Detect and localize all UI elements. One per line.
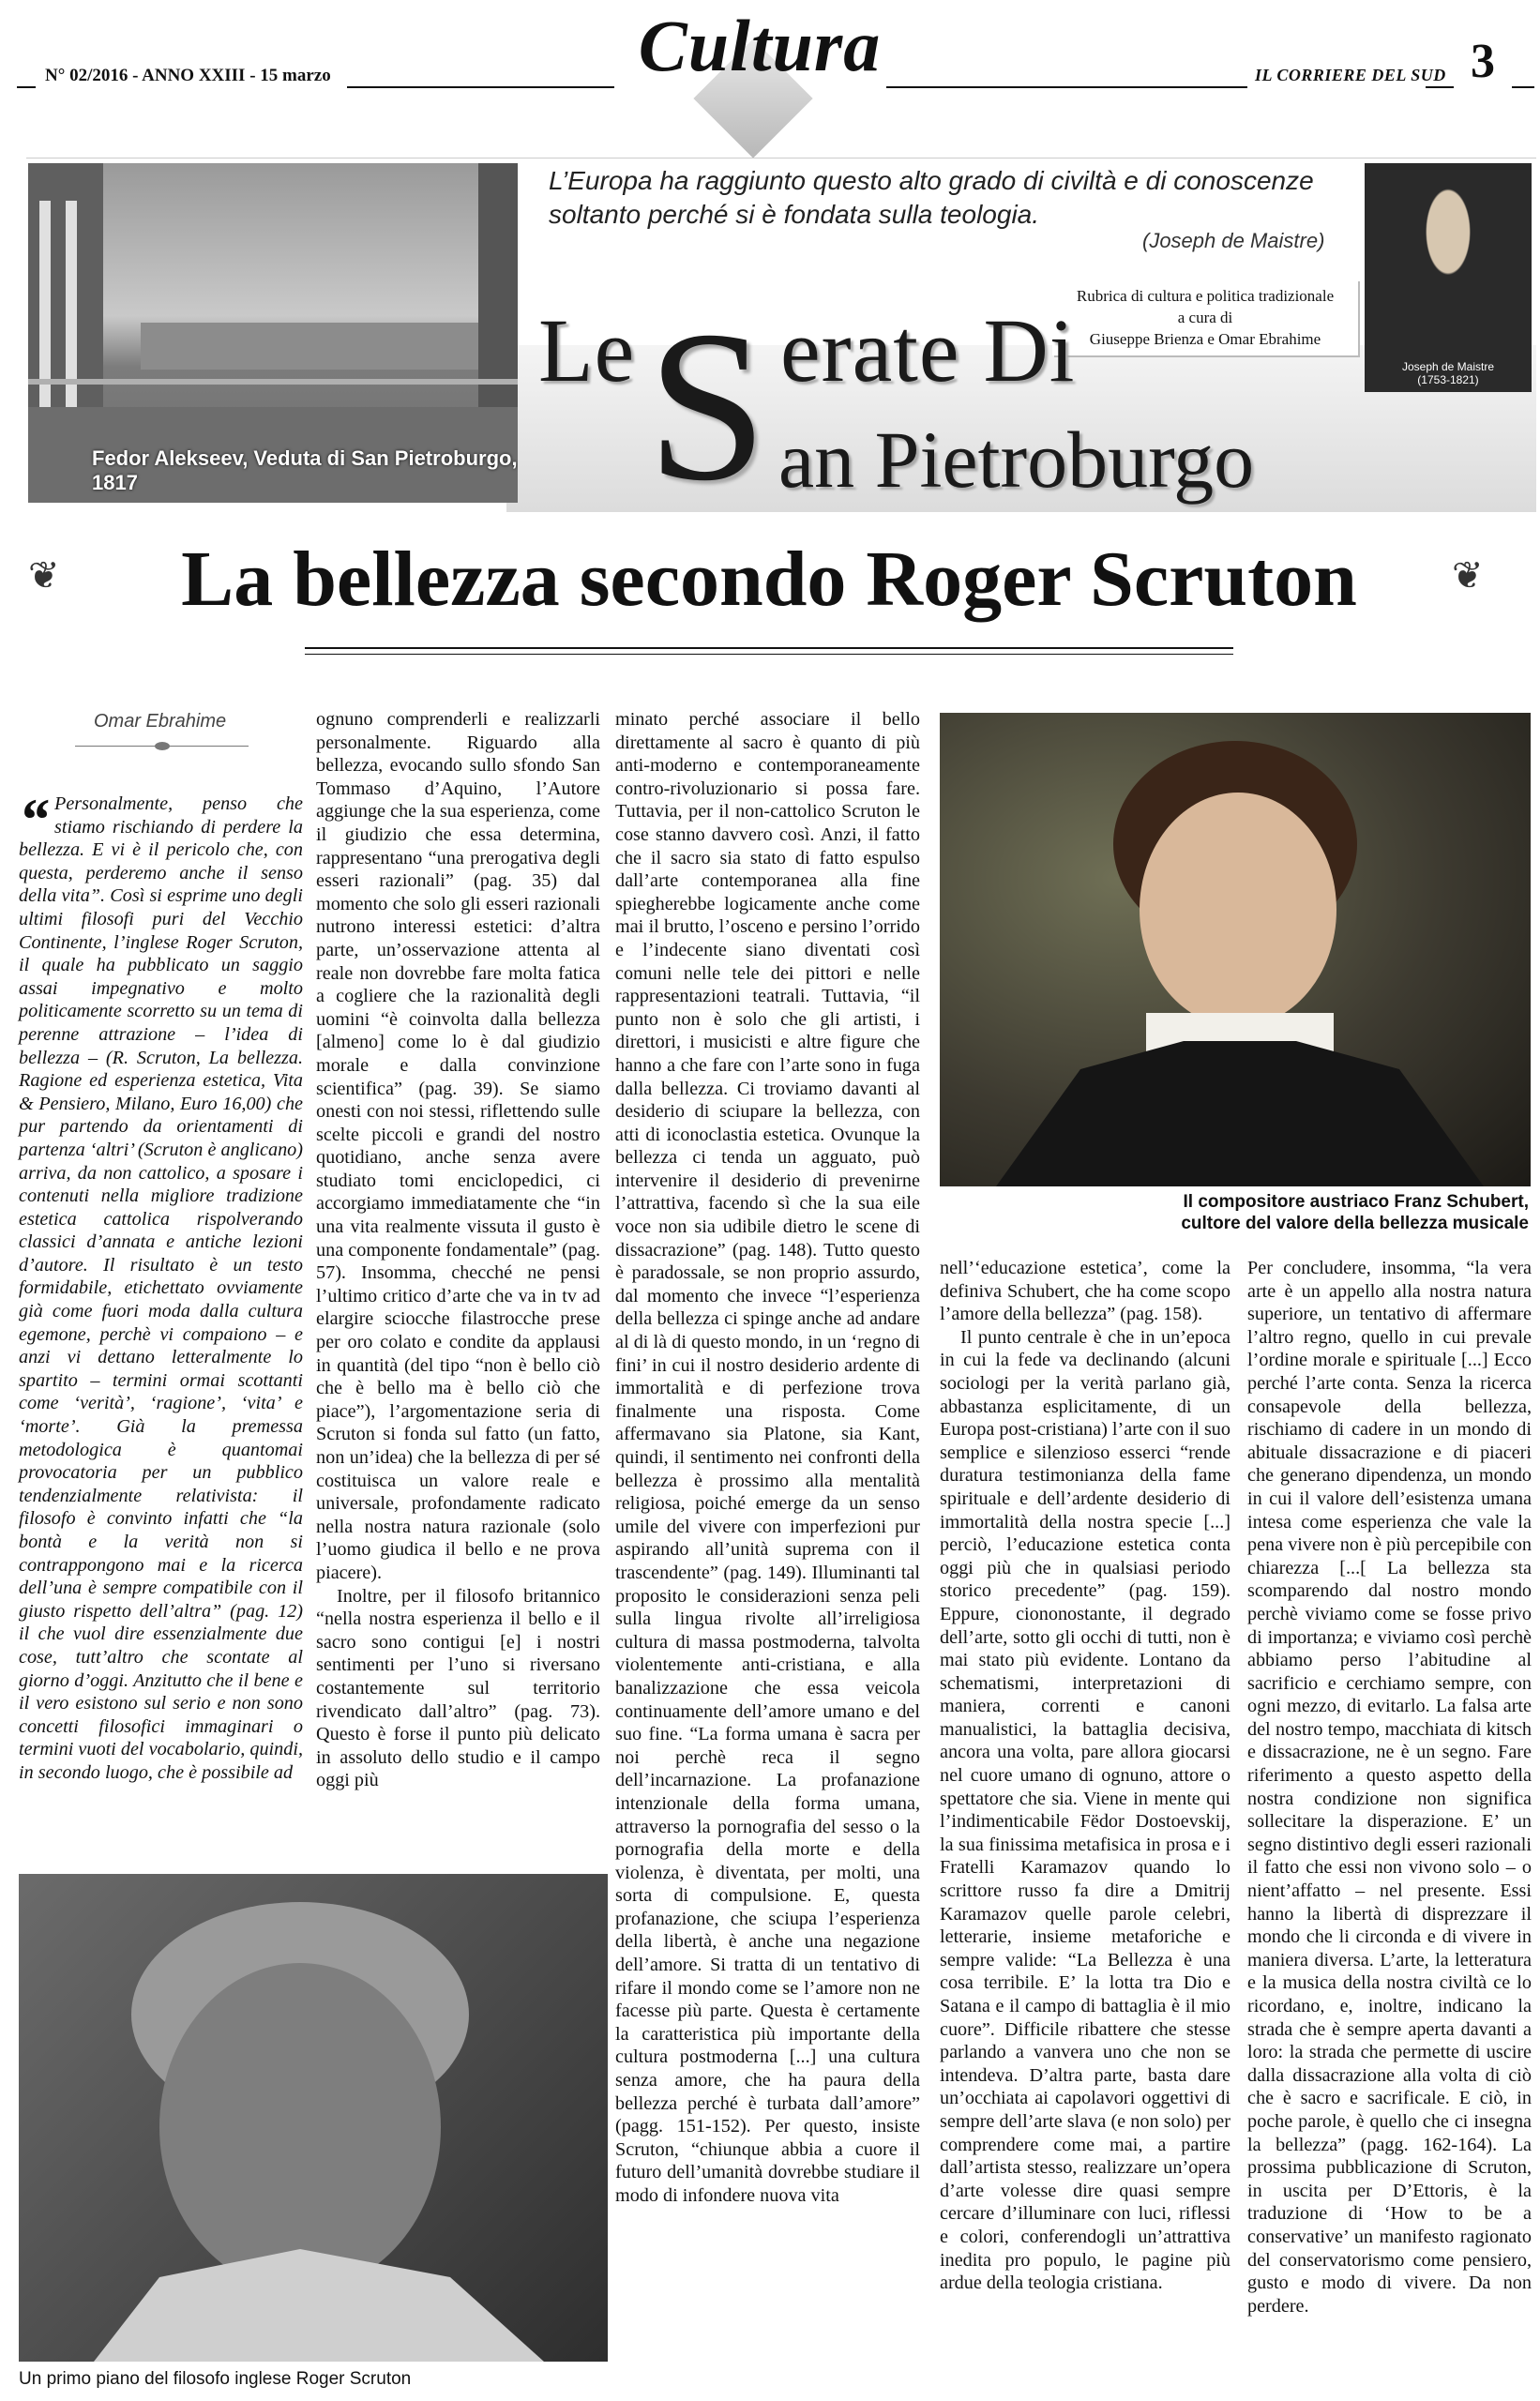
header-rule-right-stub — [1426, 86, 1454, 88]
column-2 — [316, 708, 600, 1792]
header-rule-left — [347, 86, 614, 88]
column-1 — [19, 786, 303, 1785]
schubert-caption-line-2: cultore del valore della bellezza musicale — [1181, 1214, 1529, 1233]
banner-quote: L’Europa ha raggiunto questo alto grado di civiltà e di conoscenze soltanto perché si è fondata sulla teologia. — [549, 166, 1314, 229]
logo-san-pietroburgo: an Pietroburgo — [778, 415, 1255, 505]
column-5 — [1247, 1257, 1532, 2318]
headline-rule — [305, 647, 1233, 649]
column-4-para-2: Il punto centrale è che in un’epoca in cui la fede va declinando (alcuni sociologi per la verità parlano già, abbastanza esplicitamente, di un Europa post-cristiana) l’arte con il suo semplice e silenzioso esserci “rende duratura testimonianza della fame spirituale e dell’ardente desiderio di immortalità della nostra specie [...] perciò, l’educazione estetica conta oggi più che in qualsiasi periodo storico precedente” (pag. 159). Eppure, ciononostante, il degrado dell’arte, sotto gli occhi di tutti, non è mai stato più evidente. Lontano da schematismi, interpretazioni di maniera, correnti e canoni manualistici, la battaglia decisiva, ancora una volta, pare allora giocarsi nel cuore umano di ognuno, attore o spettatore che sia. Viene in mente qui l’indimenticabile Fëdor Dostoevskij, la sua finissima metafisica in prosa e i Fratelli Karamazov quando lo scrittore russo fa dire a Dmitrij Karamazov quelle parole celebri, letterarie, insieme metaforiche e sempre valide: “La Bellezza è una cosa terribile. E’ la lotta tra Dio e Satana e il campo di battaglia è il mio cuore”. Difficile ribattere che stesse parlando a vanvera uno che non se intendeva. D’altra parte, basta dare un’occhiata ai capolavori oggettivi di sempre dell’arte slava (e non solo) per comprendere come mai, a partire dall’artista stesso, realizzare un’opera d’arte volesse dire quasi sempre cercare d’illuminare con luci, riflessi e colori, conferendogli un’attrattiva inedita pro populo, le pagine più ardue della teologia cristiana. — [940, 1326, 1230, 2294]
rubric-box — [1052, 279, 1358, 355]
issue-info: N° 02/2016 - ANNO XXIII - 15 marzo — [45, 66, 331, 85]
quote-author: (Joseph de Maistre) — [1142, 229, 1325, 252]
section-title: Cultura — [638, 5, 882, 86]
column-3-text: minato perché associare il bello direttamente al sacro è quanto di più anti-moderno e contemporaneamente contro-rivoluzionario si possa fare. Tuttavia, per il non-cattolico Scruton le cose stanno davvero così. Anzi, il fatto che il sacro sia stato di fatto espulso dall’arte contemporanea alla fine spiegherebbe logicamente anche come mai il brutto, l’osceno e persino l’orrido e l’indecente siano diventati così comuni nelle tele dei pittori e nelle rappresentazioni teatrali. Tuttavia, “il punto non è solo che gli artisti, i direttori, i musicisti e altre figure che hanno a che fare con l’arte sono in fuga dalla bellezza. Ci troviamo davanti al desiderio di sciupare la bellezza, con atti di iconoclastia estetica. Ovunque la bellezza ci tenda un agguato, può intervenire il desiderio di prevenirne l’attrattiva, facendo sì che la sua eile voce non sia udibile dietro le scene di dissacrazione” (pag. 148). Tutto questo è paradossale, se non proprio assurdo, dal momento che invece “l’esperienza della bellezza ci spinge anche ad andare al di là di questo mondo, in un ‘regno di fini’ in cui il nostro desiderio ardente di immortalità e di perfezione trova finalmente una risposta. Come affermavano sia Platone, sia Kant, quindi, il sentimento nei confronti della bellezza è prossimo alla mentalità religiosa, poiché emerge da un senso umile del vivere con imperfezioni pur aspirando all’unità suprema con il trascendente” (pag. 149). Illuminanti tal proposito le considerazioni senza peli sulla lingua rivolte all’irreligiosa cultura di massa postmoderna, talvolta violentemente anti-cristiana, e alla banalizzazione che essa veicola continuamente dell’amore umano e del suo fine. “La forma umana è sacra per noi perchè reca il segno dell’incarnazione. La profanazione intenzionale della forma umana, attraverso la pornografia del sesso o la pornografia della morte e della violenza, è diventata, per molti, una sorta di compulsione. E, questa profanazione, che sciupa l’esperienza della libertà, è anche una negazione dell’amore. Si tratta di un tentativo di rifare il mondo come se l’amore non ne facesse più parte. Questa è certamente la caratteristica più importante della cultura postmoderna [...] una cultura senza amore, che ha paura della bellezza perché è turbata dall’amore” (pagg. 151-152). Per questo, insiste Scruton, “chiunque abbia a cuore il futuro dell’umanità dovrebbe studiare il modo di infondere nuova vita — [615, 709, 920, 2206]
painting-st-petersburg — [28, 163, 518, 503]
open-quote-mark: “ — [19, 786, 49, 853]
logo-big-s: S — [647, 286, 767, 525]
schubert-caption — [940, 1191, 1529, 1234]
page-number: 3 — [1471, 35, 1495, 88]
column-2-para-1: ognuno comprenderli e realizzarli personalmente. Riguardo alla bellezza, evocando sullo sfondo San Tommaso d’Aquino, l’Autore aggiunge che la sua esperienza, come il giudizio che essa determina, rappresentano “una prerogativa degli esseri razionali” (pag. 35) dal momento che solo gli esseri razionali nutrono interessi estetici: d’altra parte, un’osservazione attenta al reale non dovrebbe fare molta fatica a cogliere che la razionalità degli uomini “è coinvolta dalla bellezza [almeno] come lo è dal giudizio morale e dalla convinzione scientifica” (pag. 39). Se siamo onesti con noi stessi, riflettendo sulle scelte piccoli e grandi del nostro quotidiano, anche senza avere studiato tomi enciclopedici, ci accorgiamo immediatamente che “in una vita realmente vissuta il gusto è una componente fondamentale” (pag. 57). Insomma, checché ne pensi l’ultimo critico d’arte che va in tv ad elargire sciocche filastrocche prese per oro colato e condite da applausi in quantità (del tipo “non è bello ciò che è bello ma è bello ciò che piace”), l’argomentazione seria di Scruton si fonda sul fatto (un fatto, non un’idea) che la bellezza di per sé costituisca un valore reale e universale, profondamente radicato nella nostra natura razionale (solo l’uomo giudica il bello e ne prova piacere). — [316, 709, 600, 1583]
rubric-line-1: Rubrica di cultura e politica tradizionale — [1076, 287, 1335, 305]
header-rule-end — [1512, 86, 1534, 88]
header-rule-right — [886, 86, 1247, 88]
portrait-caption-years: (1753-1821) — [1417, 373, 1479, 386]
byline-ornament — [155, 742, 170, 750]
ornament-right-icon: ❦ — [1452, 554, 1484, 596]
photo-franz-schubert — [940, 713, 1531, 1186]
headline-rule-thin — [305, 654, 1233, 655]
rubric-line-3: Giuseppe Brienza e Omar Ebrahime — [1089, 330, 1321, 348]
column-5-text: Per concludere, insomma, “la vera arte è un appello alla nostra natura superiore, un tentativo di affermare l’altro regno, quello in cui prevale l’ordine morale e spirituale [...] Ecco perché l’arte conta. Senza la ricerca consapevole della bellezza, rischiamo di cadere in un mondo di abituale dissacrazione e di piaceri che generano dipendenza, un mondo in cui il valore dell’esistenza umana intesa come esperienza che vale la pena vivere non è più percepibile con chiarezza [...[ La bellezza sta scomparendo dal nostro mondo perchè viviamo come se fosse privo di importanza; e viviamo così perchè abbiamo perso l’abitudine al sacrificio e cerchiamo sempre, con ogni mezzo, di evitarlo. La falsa arte del nostro tempo, macchiata di kitsch e dissacrazione, ne è un segno. Fare riferimento a questo aspetto della nostra condizione non significa sollecitare la disperazione. E’ un segno distintivo degli esseri razionali il fatto che essi non vivono solo – o nient’affatto – nel presente. Essi hanno la libertà di disprezzare il mondo che li circonda e di vivere in maniera diversa. L’arte, la letteratura e la musica della nostra civiltà ce lo ricordano, e, inoltre, indicano la strada che è sempre aperta davanti a loro: la strada che permette di uscire dalla dissacrazione alla volta di ciò che è sacro e sacrificale. E ciò, in poche parole, è quello che ci insegna la bellezza” (pagg. 162-164). La prossima pubblicazione di Scruton, in uscita per D’Ettoris, è la traduzione di ‘How to be a conservative’ un manifesto ragionato del conservatorismo come pensiero, gusto e modo di vivere. Da non perdere. — [1247, 1258, 1532, 2317]
scruton-caption: Un primo piano del filosofo inglese Roger Scruton — [19, 2369, 412, 2389]
portrait-de-maistre — [1365, 163, 1532, 392]
photo-roger-scruton — [19, 1874, 608, 2362]
column-1-text: Personalmente, penso che stiamo rischiando di perdere la bellezza. E vi è il pericolo che, con questa, perderemo anche il senso della vita”. Così si esprime uno degli ultimi filosofi puri del Vecchio Continente, l’inglese Roger Scruton, il quale ha pubblicato un saggio assai impegnativo e molto politicamente scorretto su un tema di perenne attrazione – l’idea di bellezza – (R. Scruton, La bellezza. Ragione ed esperienza estetica, Vita & Pensiero, Milano, Euro 16,00) che pur partendo da orientamenti di partenza ‘altri’ (Scruton è anglicano) arriva, da non cattolico, a sposare i contenuti nella migliore tradizione estetica cattolica rispolverando classici d’annata e antiche lezioni d’autore. Il risultato è un testo formidabile, etichettato ovviamente già come fuori moda dalla cultura egemone, perchè vi compaiono – e anzi vi dettano letteralmente lo spartito – termini ormai scottanti come ‘verità’, ‘ragione’, ‘vita’ e ‘morte’. Già la premessa metodologica è quantomai provocatoria per un pubblico tendenzialmente relativista: il filosofo è convinto infatti che “la bontà e la verità non si contrappongono mai e la ricerca dell’una è sempre compatibile con il giusto rispetto dell’altra” (pag. 12) il che vuol dire essenzialmente due cose, tutt’altro che scontate al giorno d’oggi. Anzitutto che il bene e il vero esistono sul serio e non sono concetti filosofici immaginari o termini vuoti del vocabolario, quindi, in secondo luogo, che è possibile ad — [19, 793, 303, 1783]
schubert-silhouette — [940, 713, 1531, 1186]
portrait-caption — [1365, 360, 1532, 386]
column-4 — [940, 1257, 1230, 2295]
portrait-caption-name: Joseph de Maistre — [1401, 360, 1495, 373]
rubric-line-2: a cura di — [1177, 309, 1233, 326]
schubert-caption-line-1: Il compositore austriaco Franz Schubert, — [1183, 1192, 1529, 1212]
column-3 — [615, 708, 920, 2208]
newspaper-brand: IL CORRIERE DEL SUD — [1255, 66, 1446, 84]
logo-le: Le — [538, 300, 636, 400]
column-2-para-2: Inoltre, per il filosofo britannico “nella nostra esperienza il bello e il sacro sono contigui [e] i nostri sentimenti per l’uno si riversano costantemente sul territorio rivendicato dall’altro” (pag. 73). Questo è forse il punto più delicato in assoluto dello studio e il campo oggi più — [316, 1585, 600, 1791]
article-headline: La bellezza secondo Roger Scruton — [181, 536, 1357, 623]
author-byline: Omar Ebrahime — [94, 711, 227, 732]
logo-erate-di: erate Di — [780, 300, 1076, 400]
ornament-left-icon: ❦ — [28, 554, 60, 596]
painting-caption: Fedor Alekseev, Veduta di San Pietroburgo, 1817 — [92, 446, 518, 494]
column-4-para-1: nell’‘educazione estetica’, come la definiva Schubert, che ha come scopo l’amore della bellezza” (pag. 158). — [940, 1258, 1230, 1325]
scruton-silhouette — [19, 1874, 608, 2362]
header-rule-left-stub — [17, 86, 36, 88]
